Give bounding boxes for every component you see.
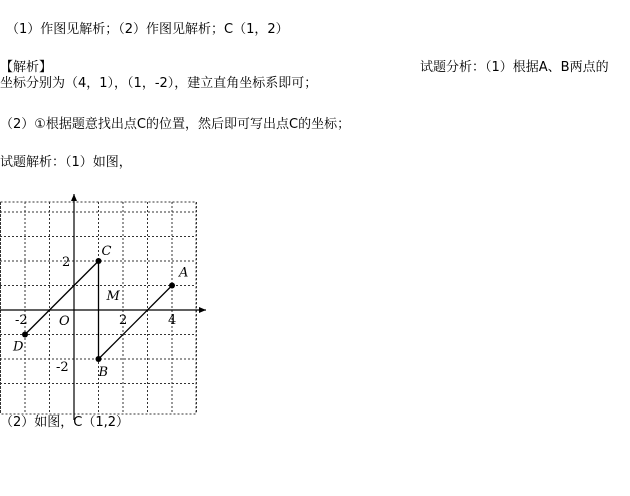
point-label-D: D	[13, 339, 24, 355]
point-B	[96, 356, 102, 362]
coordinate-grid-figure	[0, 192, 215, 422]
x-tick-label: -2	[15, 313, 28, 328]
analysis-intro-cont: 坐标分别为（4，1），（1，-2），建立直角坐标系即可；	[0, 76, 318, 91]
axes	[0, 194, 206, 420]
x-tick-label: 2	[119, 313, 128, 328]
analysis-intro	[420, 60, 609, 76]
analysis-heading: 【解析】	[0, 60, 53, 75]
intro-label: 试题分析：	[420, 60, 486, 75]
y-tick-label: 2	[62, 255, 71, 270]
point-label-A: A	[179, 265, 189, 281]
point-D	[22, 332, 28, 338]
point-label-B: B	[98, 365, 109, 380]
answer-line: （1）作图见解析；（2）作图见解析；C（1，2）	[6, 22, 289, 37]
origin-label: O	[59, 314, 70, 329]
solution-label: 试题解析：（1）如图，	[0, 155, 132, 170]
analysis-step2: （2）①根据题意找出点C的位置，然后即可写出点C的坐标；	[0, 117, 351, 132]
point-label-C: C	[101, 244, 112, 259]
point-A	[169, 283, 175, 289]
intro-text: （1）根据A、B两点的	[485, 60, 609, 75]
y-tick-label: -2	[56, 360, 69, 375]
x-axis-arrow-icon	[199, 307, 206, 313]
final-answer: （2）如图，C（1,2）	[0, 415, 130, 430]
y-axis-arrow-icon	[71, 194, 77, 201]
x-tick-label: 4	[168, 313, 177, 328]
point-label-M: M	[106, 289, 120, 304]
